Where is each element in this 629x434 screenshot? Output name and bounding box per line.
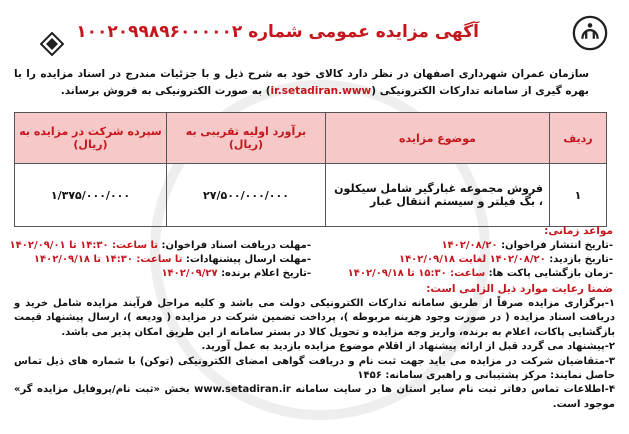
publish-label: -تاریخ انتشار فراخوان:: [501, 240, 613, 251]
send-label: -مهلت ارسال پیشنهادات:: [185, 254, 311, 265]
cell-row: ۱: [550, 164, 607, 227]
setadiran-link[interactable]: ir.setadiran.www: [270, 85, 372, 97]
cell-deposit: ۱/۳۷۵/۰۰۰/۰۰۰: [15, 164, 167, 227]
col-deposit: سپرده شرکت در مزایده به (ریال): [15, 113, 167, 164]
doc-deadline-row: [10, 240, 311, 251]
auction-table: [14, 112, 607, 227]
doc-time: تا ساعت: ۱۴:۳۰ تا ۱۴۰۲/۰۹/۰۱: [9, 240, 159, 251]
conditions-list: [14, 297, 615, 412]
intro-paragraph: [14, 66, 589, 100]
open-value: ساعت: ۱۵:۳۰ تا ۱۴۰۲/۰۹/۱۸: [347, 268, 486, 279]
intro-text-1: سازمان عمران شهرداری اصفهان در نظر دارد کالای خود به شرح ذیل و با جزئیات مندرج در اسناد مزایده را با بهره گیری از سامانه تدارکات الکترونیکی (: [14, 68, 589, 97]
condition-item: ۳-متقاضیان شرکت در مزایده می باید جهت ثبت نام و دریافت گواهی امضای الکترونیکی (توکن) با شماره های ذیل تماس حاصل نمایند: مرکز پشتیبانی و راهبری سامانه: ۱۴۵۶: [14, 355, 615, 382]
winner-date-row: [161, 268, 311, 279]
visit-value: ۱۴۰۲/۰۸/۲۰ لغایت ۱۴۰۲/۰۹/۱۸: [398, 254, 546, 265]
header: [0, 0, 629, 60]
col-row: ردیف: [550, 113, 607, 164]
cell-estimate: ۲۷/۵۰۰/۰۰۰/۰۰۰: [167, 164, 326, 227]
condition-item: ۴-اطلاعات تماس دفاتر ثبت نام سایر استان ها در سایت سامانه www.setadiran.ir بخش «ثبت نام/پروفایل مزایده گر» موجود است.: [14, 384, 615, 410]
send-deadline-row: [34, 254, 311, 265]
visit-label: -تاریخ بازدید:: [549, 254, 613, 265]
open-label: -زمان بازگشایی پاکت ها:: [488, 268, 613, 279]
table-row: [15, 164, 607, 227]
municipality-logo-icon: [571, 14, 609, 52]
condition-item: ۱-برگزاری مزایده صرفاً از طریق سامانه تدارکات الکترونیکی دولت می باشد و کلیه مراحل فرآیند مزایده شامل خرید و دریافت اسناد مزایده ( در صورت وجود هزینه مربوطه )، پرداخت تضمین شرکت در مزایده ( ودیعه )، ارسال پیشنهاد قیمت بازگشایی پاکات، اعلام به برنده، واریز وجه مزایده و تحویل کالا در بستر سامانه از این طریق امکان پذیر می باشد.: [14, 298, 615, 338]
opening-time-row: [348, 268, 613, 279]
visit-date-row: [399, 254, 613, 265]
schedule-title: مواعد زمانی:: [544, 225, 613, 237]
publish-date-row: [441, 240, 613, 251]
doc-label: -مهلت دریافت اسناد فراخوان:: [161, 240, 311, 251]
send-time: تا ساعت: ۱۴:۳۰ تا ۱۴۰۲/۰۹/۱۸: [33, 254, 183, 265]
conditions-title: ضمنا رعایت موارد ذیل الزامی است:: [426, 283, 613, 295]
condition-item: ۲-پیشنهاد می گردد قبل از ارائه پیشنهاد از اقلام موضوع مزایده بازدید به عمل آورید.: [201, 341, 615, 353]
page-title: آگهی مزایده عمومی شماره ۱۰۰۲۰۹۹۸۹۶۰۰۰۰۰۲: [76, 22, 479, 42]
col-estimate: برآورد اولیه تقریبی به (ریال): [167, 113, 326, 164]
col-subject: موضوع مزایده: [326, 113, 550, 164]
table-header-row: [15, 113, 607, 164]
winner-date: ۱۴۰۲/۰۹/۲۷: [161, 268, 218, 279]
intro-text-2: ) به صورت الکترونیکی به فروش برساند.: [60, 85, 271, 97]
cell-subject: فروش مجموعه غبارگیر شامل سیکلون ، بگ فیلتر و سیستم انتقال غبار: [326, 164, 550, 227]
diamond-emblem-icon: [40, 32, 64, 56]
winner-label: -تاریخ اعلام برنده:: [221, 268, 311, 279]
publish-date: ۱۴۰۲/۰۸/۲۰: [441, 240, 498, 251]
